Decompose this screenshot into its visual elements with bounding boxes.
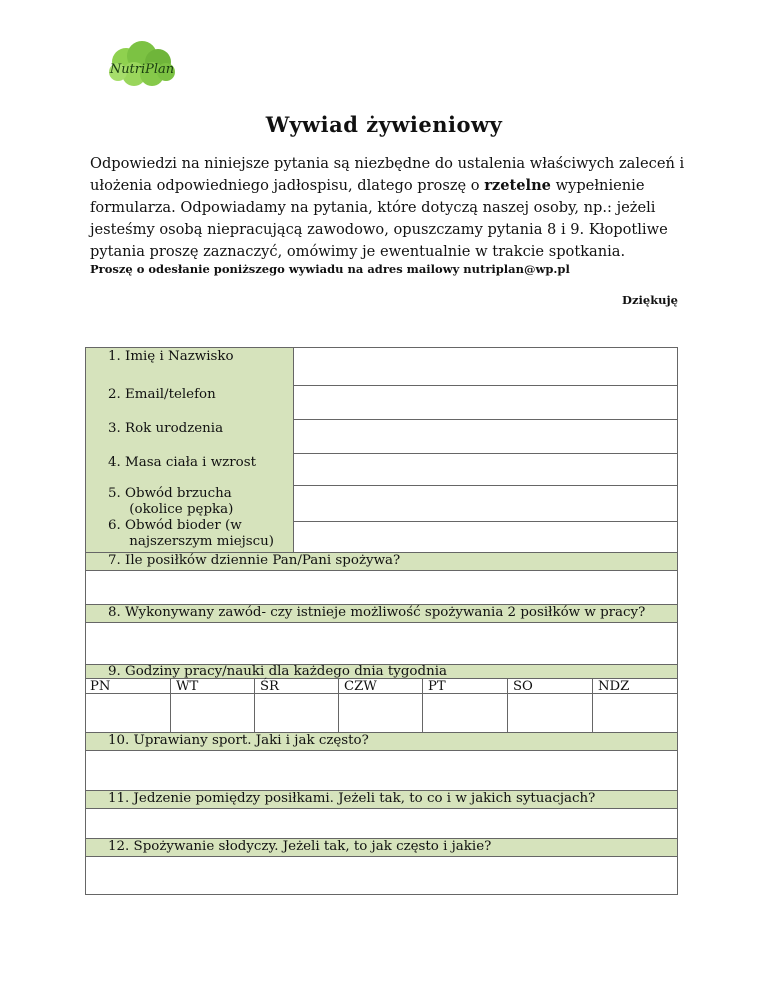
thanks-text: Dziękuję — [622, 293, 678, 307]
interview-form — [85, 347, 678, 895]
q2-label-cell — [86, 386, 293, 420]
intro-paragraph — [90, 153, 690, 263]
day-tue: WT — [176, 679, 199, 694]
q3-answer-field[interactable] — [293, 420, 677, 454]
svg-text:NutriPlan: NutriPlan — [109, 62, 175, 77]
day-fri: PT — [428, 679, 446, 694]
intro-text-2: wypełnienie formularza. Odpowiadamy na pytania, które dotyczą naszej osoby, np.: jeżeli jesteśmy osobą niepracującą zawodowo, opuszczamy pytania 8 i 9. Kłopotliwe pytania proszę zaznaczyć, omówimy je ewentualnie w trakcie spotkania. — [90, 177, 668, 260]
q10-label: 10. Uprawiany sport. Jaki i jak często? — [108, 733, 369, 748]
q9-label: 9. Godziny pracy/nauki dla każdego dnia tygodnia — [108, 664, 447, 679]
q7-label: 7. Ile posiłków dziennie Pan/Pani spożywa? — [108, 553, 401, 568]
q7-answer-field[interactable] — [86, 570, 677, 604]
day-sat: SO — [513, 679, 533, 694]
q4-answer-field[interactable] — [293, 454, 677, 486]
day-mon: PN — [90, 679, 111, 694]
q5-label-line2: (okolice pępka) — [108, 502, 234, 517]
q4-label-cell — [86, 454, 293, 486]
q10-label-cell — [86, 732, 677, 750]
q2-answer-field[interactable] — [293, 386, 677, 420]
hours-mon-field[interactable] — [86, 694, 170, 732]
q8-label: 8. Wykonywany zawód- czy istnieje możliwość spożywania 2 posiłków w pracy? — [108, 605, 646, 620]
day-thu: CZW — [344, 679, 377, 694]
q1-answer-field[interactable] — [293, 348, 677, 386]
intro-text-1: Odpowiedzi na niniejsze pytania są niezbędne do ustalenia właściwych zaleceń i ułożenia odpowiedniego jadłospisu, dlatego proszę o — [90, 155, 685, 194]
page-title: Wywiad żywieniowy — [265, 112, 503, 137]
q5-q6-label-cell — [86, 486, 293, 552]
q3-label-cell — [86, 420, 293, 454]
q9-label-cell — [86, 664, 677, 678]
q12-label: 12. Spożywanie słodyczy. Jeżeli tak, to jak często i jakie? — [108, 839, 492, 854]
q8-label-cell — [86, 604, 677, 622]
email-note: Proszę o odesłanie poniższego wywiadu na adres mailowy nutriplan@wp.pl — [90, 262, 570, 276]
q6-answer-field[interactable] — [293, 522, 677, 552]
hours-fri-field[interactable] — [422, 678, 507, 732]
hours-tue-field[interactable] — [170, 678, 254, 732]
q3-label: 3. Rok urodzenia — [108, 421, 224, 436]
q1-label-cell — [86, 348, 293, 386]
q11-label: 11. Jedzenie pomiędzy posiłkami. Jeżeli tak, to co i w jakich sytuacjach? — [108, 791, 596, 806]
hours-sat-field[interactable] — [507, 678, 592, 732]
q4-label: 4. Masa ciała i wzrost — [108, 455, 256, 470]
nutriplan-logo — [104, 40, 180, 90]
q11-label-cell — [86, 790, 677, 808]
intro-bold-word: rzetelne — [484, 177, 551, 194]
q12-answer-field[interactable] — [86, 856, 677, 894]
day-wed: ŚR — [260, 679, 279, 694]
hours-sun-field[interactable] — [592, 678, 677, 732]
q6-label-line2: najszerszym miejscu) — [108, 534, 275, 549]
q5-answer-field[interactable] — [293, 486, 677, 522]
day-sun: NDZ — [598, 679, 630, 694]
q7-label-cell — [86, 552, 677, 570]
q6-label-line1: 6. Obwód bioder (w — [108, 518, 242, 533]
q10-answer-field[interactable] — [86, 750, 677, 790]
q2-label: 2. Email/telefon — [108, 387, 216, 402]
q11-answer-field[interactable] — [86, 808, 677, 838]
hours-thu-field[interactable] — [338, 678, 422, 732]
q12-label-cell — [86, 838, 677, 856]
hours-wed-field[interactable] — [254, 678, 338, 732]
q1-label: 1. Imię i Nazwisko — [108, 349, 234, 364]
q5-label-line1: 5. Obwód brzucha — [108, 486, 232, 501]
q8-answer-field[interactable] — [86, 622, 677, 664]
